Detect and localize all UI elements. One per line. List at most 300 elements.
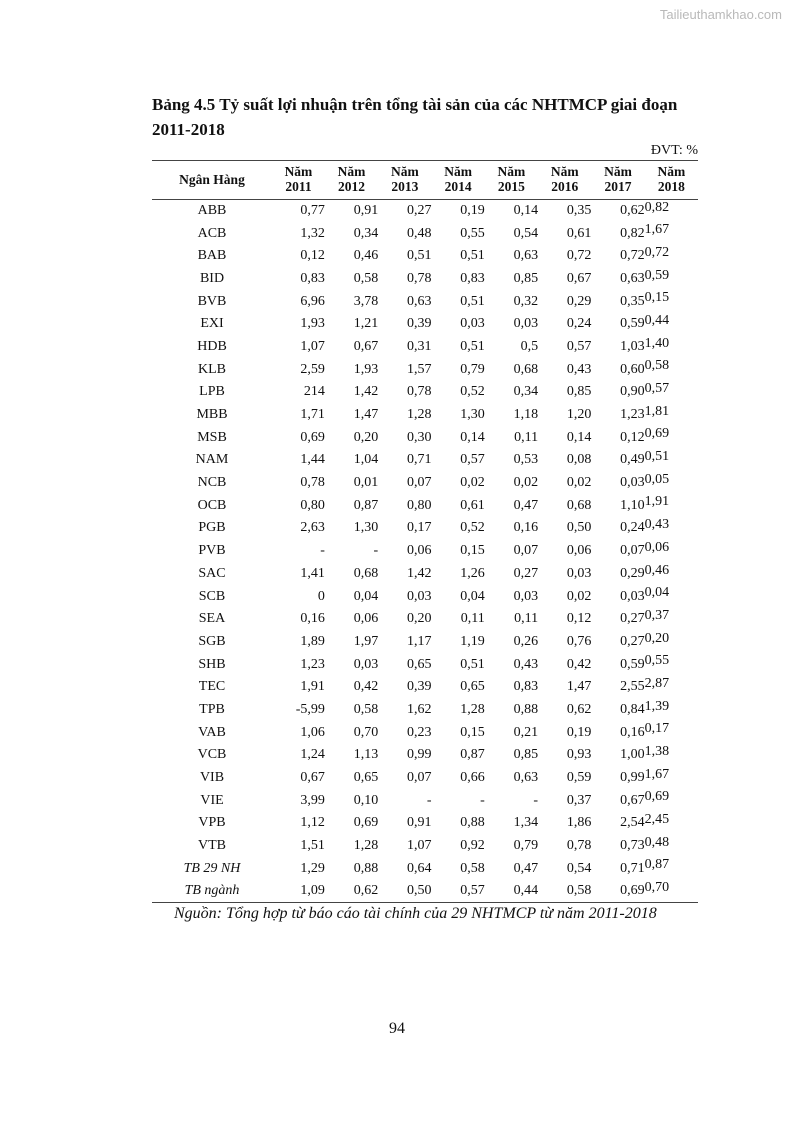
bank-cell: NAM bbox=[195, 452, 229, 468]
value-cell: 6,96 bbox=[300, 293, 325, 309]
value-cell: 0,03 bbox=[406, 588, 432, 604]
value-cell: 0,87 bbox=[644, 857, 670, 873]
value-cell: 0,03 bbox=[460, 316, 485, 332]
table-row bbox=[152, 540, 698, 563]
value-cell: 1,67 bbox=[644, 766, 670, 782]
value-cell: 0,78 bbox=[406, 270, 432, 286]
value-cell: 0,77 bbox=[300, 203, 325, 219]
bank-cell: SEA bbox=[198, 611, 226, 627]
value-cell: 0,90 bbox=[620, 384, 645, 400]
bank-cell: BID bbox=[199, 270, 225, 286]
value-cell: 0,47 bbox=[513, 860, 539, 876]
value-cell: 0,10 bbox=[353, 792, 379, 808]
value-cell: 0,62 bbox=[353, 883, 379, 899]
value-cell: 0,59 bbox=[644, 267, 670, 283]
table-row bbox=[152, 789, 698, 812]
table-row bbox=[152, 563, 698, 586]
table-row bbox=[152, 472, 698, 495]
value-cell: 0,78 bbox=[566, 838, 592, 854]
year-column-header: Năm 2013 bbox=[390, 164, 419, 194]
value-cell: 0,04 bbox=[460, 588, 485, 604]
table-row bbox=[152, 494, 698, 517]
value-cell: 0,82 bbox=[644, 200, 670, 215]
value-cell: 1,97 bbox=[353, 633, 379, 649]
value-cell: 0,54 bbox=[566, 860, 592, 876]
value-cell: 0,06 bbox=[566, 543, 592, 559]
value-cell: 3,78 bbox=[353, 293, 379, 309]
table-row bbox=[152, 699, 698, 722]
value-cell: 1,28 bbox=[353, 838, 379, 854]
bank-cell: NCB bbox=[197, 475, 227, 491]
bank-cell: SGB bbox=[198, 633, 226, 649]
value-cell: 0,07 bbox=[620, 543, 645, 559]
value-cell: 0,29 bbox=[620, 565, 645, 581]
value-cell: 0,34 bbox=[513, 384, 539, 400]
value-cell: 0,57 bbox=[460, 452, 485, 468]
value-cell: 0,57 bbox=[460, 883, 485, 899]
table-row bbox=[152, 880, 698, 903]
value-cell: 0,69 bbox=[300, 429, 325, 445]
table-row bbox=[152, 313, 698, 336]
table-row bbox=[152, 290, 698, 313]
value-cell: 214 bbox=[303, 384, 325, 400]
value-cell: 0,02 bbox=[513, 475, 539, 491]
value-cell: 0,64 bbox=[406, 860, 432, 876]
value-cell: 0,42 bbox=[566, 656, 592, 672]
value-cell: 0,15 bbox=[460, 543, 485, 559]
bank-cell: KLB bbox=[198, 361, 226, 377]
value-cell: 0,20 bbox=[644, 630, 670, 646]
value-cell: 0,82 bbox=[620, 225, 645, 241]
value-cell: 0,44 bbox=[513, 883, 539, 899]
bank-cell: TB 29 NH bbox=[183, 860, 241, 876]
value-cell: 0,62 bbox=[620, 203, 645, 219]
bank-cell: MBB bbox=[196, 407, 228, 423]
value-cell: 0,58 bbox=[353, 270, 379, 286]
value-cell: 1,21 bbox=[353, 316, 379, 332]
value-cell: 0,07 bbox=[406, 770, 432, 786]
value-cell: 1,07 bbox=[406, 838, 432, 854]
value-cell: 0,26 bbox=[513, 633, 539, 649]
value-cell: 0,44 bbox=[644, 312, 670, 328]
value-cell: 0,87 bbox=[460, 747, 485, 763]
value-cell: 0,46 bbox=[644, 562, 670, 578]
value-cell: 1,86 bbox=[566, 815, 592, 831]
value-cell: 0,83 bbox=[460, 270, 485, 286]
bank-cell: VTB bbox=[198, 838, 226, 854]
value-cell: 1,93 bbox=[353, 361, 379, 377]
year-column-header: Năm 2015 bbox=[497, 164, 526, 194]
value-cell: - bbox=[320, 543, 325, 559]
value-cell: 1,93 bbox=[300, 316, 325, 332]
value-cell: 0,69 bbox=[353, 815, 379, 831]
value-cell: 0,88 bbox=[513, 701, 539, 717]
value-cell: 0,03 bbox=[353, 656, 379, 672]
table-row bbox=[152, 222, 698, 245]
value-cell: 0,99 bbox=[620, 770, 645, 786]
value-cell: 0,83 bbox=[513, 679, 539, 695]
value-cell: 0,84 bbox=[620, 701, 645, 717]
value-cell: 0,63 bbox=[513, 248, 539, 264]
value-cell: 0,91 bbox=[406, 815, 432, 831]
value-cell: 1,09 bbox=[300, 883, 325, 899]
value-cell: 0,43 bbox=[566, 361, 592, 377]
value-cell: 1,30 bbox=[460, 407, 485, 423]
bank-cell: BVB bbox=[197, 293, 227, 309]
value-cell: 0,29 bbox=[566, 293, 592, 309]
value-cell: 1,40 bbox=[644, 335, 670, 351]
value-cell: 0,27 bbox=[620, 611, 645, 627]
value-cell: 0,58 bbox=[644, 358, 670, 374]
value-cell: 0,67 bbox=[566, 270, 592, 286]
value-cell: 0,73 bbox=[620, 838, 645, 854]
value-cell: 0,85 bbox=[566, 384, 592, 400]
value-cell: 0,68 bbox=[353, 565, 379, 581]
value-cell: 0,59 bbox=[566, 770, 592, 786]
value-cell: 0,63 bbox=[513, 770, 539, 786]
value-cell: 2,45 bbox=[644, 812, 670, 828]
value-cell: 0,70 bbox=[644, 880, 670, 896]
value-cell: 1,13 bbox=[353, 747, 379, 763]
value-cell: 0,72 bbox=[566, 248, 592, 264]
value-cell: 1,51 bbox=[300, 838, 325, 854]
bank-cell: TPB bbox=[199, 701, 225, 717]
value-cell: 0,70 bbox=[353, 724, 379, 740]
value-cell: 0,65 bbox=[353, 770, 379, 786]
value-cell: 0,37 bbox=[566, 792, 592, 808]
bank-cell: LPB bbox=[199, 384, 225, 400]
value-cell: 0,48 bbox=[406, 225, 432, 241]
value-cell: -5,99 bbox=[295, 701, 325, 717]
value-cell: 0,87 bbox=[353, 497, 379, 513]
year-column-header: Năm 2011 bbox=[284, 164, 313, 194]
value-cell: 0,12 bbox=[300, 248, 325, 264]
value-cell: 0,69 bbox=[620, 883, 645, 899]
value-cell: 1,03 bbox=[620, 338, 645, 354]
value-cell: 1,26 bbox=[460, 565, 485, 581]
value-cell: 1,32 bbox=[300, 225, 325, 241]
bank-cell: PVB bbox=[198, 543, 226, 559]
table-row bbox=[152, 631, 698, 654]
value-cell: 0,62 bbox=[566, 701, 592, 717]
bank-cell: OCB bbox=[197, 497, 227, 513]
value-cell: 0,65 bbox=[460, 679, 485, 695]
value-cell: 0,27 bbox=[406, 203, 432, 219]
value-cell: 0,65 bbox=[406, 656, 432, 672]
value-cell: 0,14 bbox=[513, 203, 539, 219]
value-cell: 0,83 bbox=[300, 270, 325, 286]
bank-cell: EXI bbox=[200, 316, 224, 332]
value-cell: 0,34 bbox=[353, 225, 379, 241]
bank-cell: ABB bbox=[197, 203, 227, 219]
value-cell: 0,79 bbox=[460, 361, 485, 377]
value-cell: 0,63 bbox=[620, 270, 645, 286]
value-cell: 0,19 bbox=[460, 203, 485, 219]
value-cell: 0,93 bbox=[566, 747, 592, 763]
value-cell: 1,91 bbox=[300, 679, 325, 695]
value-cell: 0,12 bbox=[566, 611, 592, 627]
table-row bbox=[152, 721, 698, 744]
value-cell: 0,23 bbox=[406, 724, 432, 740]
year-column-header: Năm 2014 bbox=[444, 164, 472, 194]
bank-cell: TEC bbox=[198, 679, 226, 695]
bank-cell: SAC bbox=[198, 565, 226, 581]
value-cell: 1,18 bbox=[513, 407, 539, 423]
value-cell: 1,42 bbox=[353, 384, 379, 400]
value-cell: 0,15 bbox=[460, 724, 485, 740]
value-cell: 0,61 bbox=[566, 225, 592, 241]
table-title: Bảng 4.5 Tỷ suất lợi nhuận trên tổng tài sản của các NHTMCP giai đoạn 2011-2018 bbox=[152, 95, 678, 139]
table-row bbox=[152, 449, 698, 472]
value-cell: 2,54 bbox=[620, 815, 645, 831]
bank-cell: VCB bbox=[197, 747, 227, 763]
value-cell: 0,67 bbox=[353, 338, 379, 354]
value-cell: 0,66 bbox=[460, 770, 485, 786]
value-cell: 1,81 bbox=[644, 403, 670, 419]
value-cell: 1,07 bbox=[300, 338, 325, 354]
value-cell: 0,47 bbox=[513, 497, 539, 513]
value-cell: 1,23 bbox=[300, 656, 325, 672]
value-cell: 0,43 bbox=[644, 517, 670, 533]
value-cell: 1,42 bbox=[406, 565, 432, 581]
year-column-header: Năm 2017 bbox=[604, 164, 632, 194]
value-cell: 0,67 bbox=[620, 792, 645, 808]
year-column-header: Năm 2018 bbox=[657, 164, 686, 194]
value-cell: 0,16 bbox=[620, 724, 645, 740]
value-cell: - bbox=[426, 792, 432, 808]
table-row bbox=[152, 585, 698, 608]
value-cell: 0,02 bbox=[460, 475, 485, 491]
bank-cell: SCB bbox=[198, 588, 226, 604]
value-cell: 0,48 bbox=[644, 834, 670, 850]
value-cell: 1,28 bbox=[460, 701, 485, 717]
table-row bbox=[152, 653, 698, 676]
bank-cell: BAB bbox=[197, 248, 227, 264]
page-number: 94 bbox=[389, 1020, 405, 1037]
roa-table bbox=[152, 160, 698, 903]
value-cell: 0,80 bbox=[406, 497, 432, 513]
value-cell: - bbox=[480, 792, 485, 808]
value-cell: 0,72 bbox=[620, 248, 645, 264]
value-cell: 0,04 bbox=[644, 585, 670, 601]
year-column-header: Năm 2012 bbox=[337, 164, 366, 194]
value-cell: 0,57 bbox=[644, 381, 670, 396]
value-cell: 1,28 bbox=[406, 407, 432, 423]
bank-cell: MSB bbox=[197, 429, 227, 445]
value-cell: 0,71 bbox=[406, 452, 432, 468]
value-cell: 1,34 bbox=[513, 815, 539, 831]
value-cell: 0,02 bbox=[566, 588, 592, 604]
bank-cell: SHB bbox=[198, 656, 226, 672]
year-column-header: Năm 2016 bbox=[550, 164, 579, 194]
value-cell: 1,20 bbox=[566, 407, 592, 423]
value-cell: 0,52 bbox=[460, 384, 485, 400]
value-cell: 0,20 bbox=[353, 429, 379, 445]
table-row bbox=[152, 676, 698, 699]
bank-cell: VIE bbox=[200, 792, 224, 808]
value-cell: 1,47 bbox=[353, 407, 379, 423]
value-cell: 1,57 bbox=[406, 361, 432, 377]
value-cell: 0,68 bbox=[513, 361, 539, 377]
value-cell: 0,49 bbox=[620, 452, 645, 468]
value-cell: 0,51 bbox=[460, 656, 485, 672]
value-cell: 2,55 bbox=[620, 679, 645, 695]
value-cell: 0,27 bbox=[513, 565, 539, 581]
bank-cell: ACB bbox=[197, 225, 227, 241]
source-note: Nguồn: Tổng hợp từ báo cáo tài chính của 29 NHTMCP từ năm 2011-2018 bbox=[174, 905, 657, 922]
value-cell: 0,15 bbox=[644, 290, 670, 306]
value-cell: - bbox=[533, 792, 539, 808]
value-cell: 0,85 bbox=[513, 747, 539, 763]
table-row bbox=[152, 835, 698, 858]
value-cell: 0,05 bbox=[644, 471, 670, 487]
value-cell: 1,04 bbox=[353, 452, 379, 468]
value-cell: 0,03 bbox=[566, 565, 592, 581]
value-cell: 0,51 bbox=[644, 449, 670, 465]
table-row bbox=[152, 426, 698, 449]
value-cell: 0,27 bbox=[620, 633, 645, 649]
value-cell: 0,21 bbox=[513, 724, 539, 740]
table-row bbox=[152, 404, 698, 427]
value-cell: 0,59 bbox=[620, 656, 645, 672]
table-row bbox=[152, 812, 698, 835]
value-cell: 0,72 bbox=[644, 244, 670, 260]
value-cell: 1,30 bbox=[353, 520, 379, 536]
bank-cell: PGB bbox=[198, 520, 226, 536]
value-cell: 0,24 bbox=[566, 316, 592, 332]
value-cell: 0,37 bbox=[644, 607, 670, 623]
value-cell: 0,17 bbox=[644, 721, 670, 737]
value-cell: 0,78 bbox=[406, 384, 432, 400]
value-cell: 1,38 bbox=[644, 744, 670, 759]
value-cell: 0,35 bbox=[620, 293, 645, 309]
value-cell: 2,63 bbox=[300, 520, 325, 536]
table-body bbox=[152, 200, 698, 903]
value-cell: 0,11 bbox=[514, 611, 539, 627]
value-cell: 1,06 bbox=[300, 724, 325, 740]
value-cell: 0,63 bbox=[406, 293, 432, 309]
value-cell: 0,91 bbox=[353, 203, 379, 219]
value-cell: 0,88 bbox=[353, 860, 379, 876]
value-cell: 0,51 bbox=[460, 248, 485, 264]
table-row bbox=[152, 358, 698, 381]
table-row bbox=[152, 245, 698, 268]
value-cell: 0,14 bbox=[460, 429, 485, 445]
value-cell: 0,58 bbox=[460, 860, 485, 876]
value-cell: 0,54 bbox=[513, 225, 539, 241]
bank-cell: VPB bbox=[198, 815, 226, 831]
value-cell: 0,02 bbox=[566, 475, 592, 491]
value-cell: 0,16 bbox=[513, 520, 539, 536]
value-cell: 1,67 bbox=[644, 222, 670, 238]
value-cell: 1,47 bbox=[566, 679, 592, 695]
table-row bbox=[152, 744, 698, 767]
value-cell: - bbox=[373, 543, 379, 559]
value-cell: 0,76 bbox=[566, 633, 592, 649]
value-cell: 0,51 bbox=[406, 248, 432, 264]
value-cell: 0,06 bbox=[406, 543, 432, 559]
value-cell: 0,14 bbox=[566, 429, 592, 445]
watermark: Tailieuthamkhao.com bbox=[659, 7, 782, 22]
bank-cell: TB ngành bbox=[184, 883, 240, 899]
bank-cell: VIB bbox=[199, 770, 225, 786]
value-cell: 0,08 bbox=[566, 452, 592, 468]
table-row bbox=[152, 336, 698, 359]
table-row bbox=[152, 608, 698, 631]
table-row bbox=[152, 200, 698, 223]
value-cell: 1,00 bbox=[620, 747, 645, 763]
value-cell: 1,44 bbox=[300, 452, 325, 468]
value-cell: 0,78 bbox=[300, 475, 325, 491]
value-cell: 0,92 bbox=[460, 838, 485, 854]
value-cell: 0,06 bbox=[353, 611, 379, 627]
value-cell: 0,67 bbox=[300, 770, 325, 786]
value-cell: 0,31 bbox=[406, 338, 432, 354]
value-cell: 1,91 bbox=[644, 494, 670, 510]
value-cell: 0,04 bbox=[353, 588, 379, 604]
bank-cell: HDB bbox=[197, 338, 227, 354]
value-cell: 1,62 bbox=[406, 701, 432, 717]
value-cell: 0,61 bbox=[460, 497, 485, 513]
table-row bbox=[152, 517, 698, 540]
value-cell: 0,39 bbox=[406, 679, 432, 695]
bank-column-header: Ngân Hàng bbox=[179, 171, 245, 187]
value-cell: 0,55 bbox=[644, 653, 670, 669]
value-cell: 0,12 bbox=[620, 429, 645, 445]
value-cell: 0,11 bbox=[514, 429, 539, 445]
value-cell: 0,58 bbox=[566, 883, 592, 899]
value-cell: 0,01 bbox=[353, 475, 379, 491]
table-row bbox=[152, 857, 698, 880]
value-cell: 0,43 bbox=[513, 656, 539, 672]
value-cell: 0,19 bbox=[566, 724, 592, 740]
value-cell: 0,03 bbox=[513, 316, 539, 332]
value-cell: 0 bbox=[317, 588, 325, 604]
value-cell: 0,03 bbox=[513, 588, 539, 604]
value-cell: 1,17 bbox=[406, 633, 432, 649]
value-cell: 0,69 bbox=[644, 789, 670, 805]
value-cell: 1,19 bbox=[460, 633, 485, 649]
value-cell: 0,42 bbox=[353, 679, 379, 695]
unit-label: ĐVT: % bbox=[650, 143, 698, 158]
value-cell: 0,35 bbox=[566, 203, 592, 219]
table-row bbox=[152, 381, 698, 404]
value-cell: 1,24 bbox=[300, 747, 325, 763]
value-cell: 0,03 bbox=[620, 588, 645, 604]
value-cell: 0,53 bbox=[513, 452, 539, 468]
value-cell: 0,68 bbox=[566, 497, 592, 513]
value-cell: 0,58 bbox=[353, 701, 379, 717]
value-cell: 1,29 bbox=[300, 860, 325, 876]
value-cell: 0,59 bbox=[620, 316, 645, 332]
value-cell: 0,30 bbox=[406, 429, 432, 445]
value-cell: 3,99 bbox=[300, 792, 325, 808]
table-row bbox=[152, 767, 698, 790]
value-cell: 1,12 bbox=[300, 815, 325, 831]
value-cell: 0,51 bbox=[460, 338, 485, 354]
value-cell: 0,50 bbox=[566, 520, 592, 536]
value-cell: 0,20 bbox=[406, 611, 432, 627]
value-cell: 0,16 bbox=[300, 611, 325, 627]
value-cell: 0,46 bbox=[353, 248, 379, 264]
value-cell: 0,11 bbox=[460, 611, 485, 627]
value-cell: 0,17 bbox=[406, 520, 432, 536]
value-cell: 0,5 bbox=[520, 338, 539, 354]
value-cell: 1,71 bbox=[300, 407, 325, 423]
value-cell: 0,80 bbox=[300, 497, 325, 513]
value-cell: 0,07 bbox=[513, 543, 539, 559]
value-cell: 0,24 bbox=[620, 520, 645, 536]
